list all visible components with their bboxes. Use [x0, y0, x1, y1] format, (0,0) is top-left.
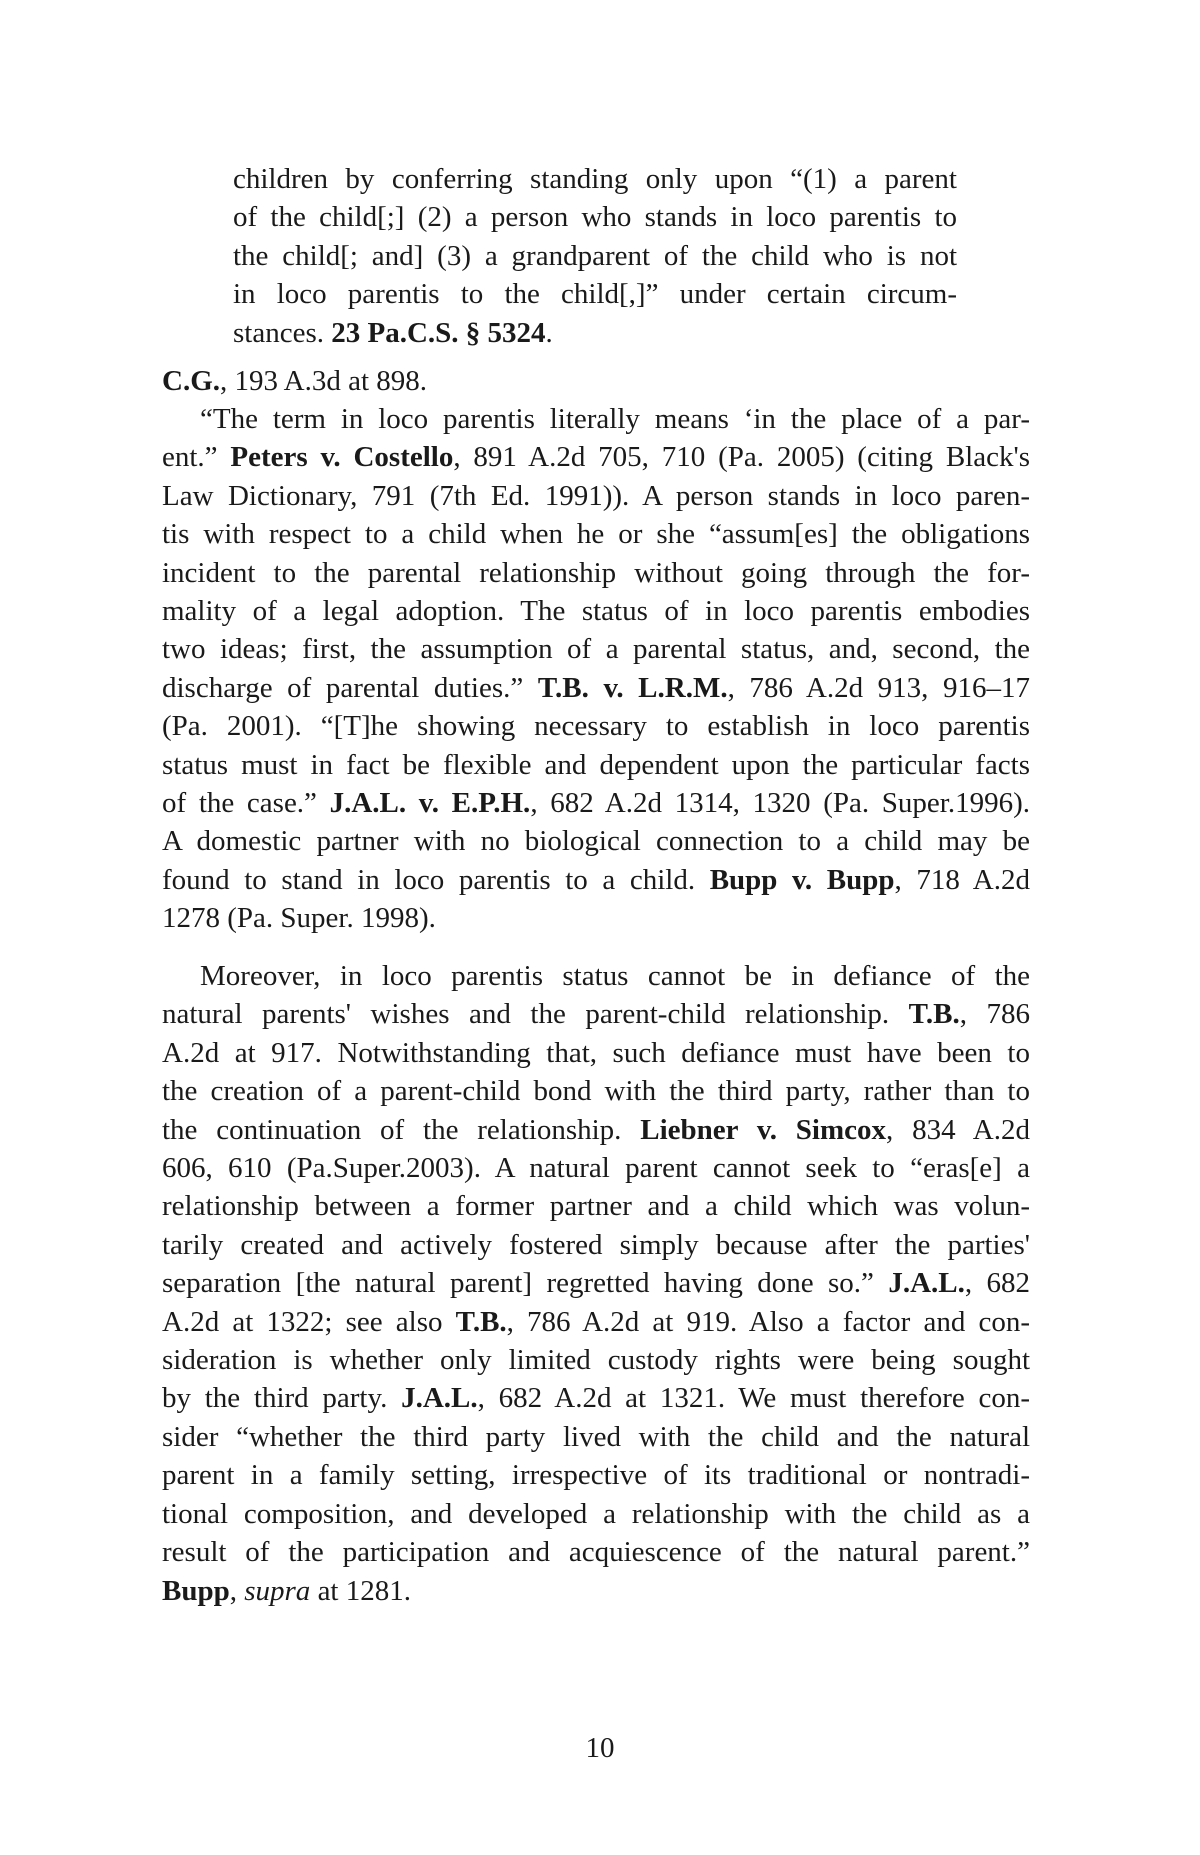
quote-line: stances. 23 Pa.C.S. § 5324.: [233, 316, 553, 349]
text-line: A.2d at 917. Notwithstanding that, such defiance must have been to: [162, 1036, 1030, 1069]
text-line: ent.” Peters v. Costello, 891 A.2d 705, 710 (Pa. 2005) (citing Black's: [162, 441, 1030, 474]
text-line: natural parents' wishes and the parent-child relationship. T.B., 786: [162, 998, 1030, 1031]
text-line: result of the participation and acquiescence of the natural parent.”: [162, 1536, 1030, 1569]
case-name: T.B. v. L.R.M.: [537, 671, 728, 704]
text-line: found to stand in loco parentis to a child. Bupp v. Bupp, 718 A.2d: [162, 863, 1031, 896]
quote-line: in loco parentis to the child[,]” under certain circum-: [233, 278, 957, 311]
case-name: Bupp v. Bupp: [709, 863, 895, 896]
text-line: the continuation of the relationship. Liebner v. Simcox, 834 A.2d: [162, 1113, 1030, 1146]
case-name: C.G.: [162, 365, 220, 397]
page-number: 10: [585, 1732, 615, 1764]
text-line: by the third party. J.A.L., 682 A.2d at 1321. We must therefore con-: [162, 1382, 1030, 1415]
text-line: of the case.” J.A.L. v. E.P.H., 682 A.2d 1314, 1320 (Pa. Super.1996).: [162, 787, 1030, 820]
citation-line: C.G., 193 A.3d at 898.: [162, 365, 428, 397]
text-line: A domestic partner with no biological connection to a child may be: [162, 825, 1030, 858]
statute-citation: 23 Pa.C.S. § 5324: [331, 316, 546, 349]
text-line: Bupp, supra at 1281.: [162, 1574, 411, 1607]
case-name: Peters v. Costello: [230, 441, 454, 474]
text-line: 606, 610 (Pa.Super.2003). A natural parent cannot seek to “eras[e] a: [162, 1152, 1030, 1185]
text-line: Law Dictionary, 791 (7th Ed. 1991)). A person stands in loco paren-: [162, 479, 1030, 512]
text-line: tional composition, and developed a relationship with the child as a: [162, 1497, 1030, 1530]
text-line: incident to the parental relationship without going through the for-: [162, 556, 1030, 589]
case-name: Liebner v. Simcox: [640, 1113, 887, 1146]
quote-line: children by conferring standing only upon “(1) a parent: [233, 163, 957, 195]
text-line: tis with respect to a child when he or she “assum[es] the obligations: [162, 518, 1030, 551]
text-line: two ideas; first, the assumption of a parental status, and, second, the: [162, 633, 1030, 666]
text-line: sideration is whether only limited custody rights were being sought: [162, 1344, 1030, 1377]
paragraph-1: [162, 400, 1030, 938]
text-line: mality of a legal adoption. The status of in loco parentis embodies: [162, 595, 1030, 628]
text-line: tarily created and actively fostered simply because after the parties': [162, 1228, 1030, 1261]
text-line: relationship between a former partner and a child which was volun-: [162, 1190, 1030, 1223]
case-name: Bupp: [162, 1574, 230, 1607]
text-line: separation [the natural parent] regretted having done so.” J.A.L., 682: [162, 1267, 1031, 1300]
block-quote: [233, 160, 957, 352]
case-name: J.A.L.: [401, 1382, 478, 1415]
text-line: parent in a family setting, irrespective of its traditional or nontradi-: [162, 1459, 1030, 1492]
paragraph-2: [162, 957, 1030, 1610]
supra-signal: supra: [244, 1574, 311, 1607]
case-name: J.A.L.: [888, 1267, 965, 1300]
text-line: status must in fact be flexible and dependent upon the particular facts: [162, 748, 1030, 781]
text-line: 1278 (Pa. Super. 1998).: [162, 902, 436, 935]
case-name: T.B.: [455, 1305, 507, 1338]
quote-line: of the child[;] (2) a person who stands in loco parentis to: [233, 201, 957, 234]
text-line: A.2d at 1322; see also T.B., 786 A.2d at 919. Also a factor and con-: [162, 1305, 1031, 1338]
case-name: J.A.L. v. E.P.H.: [329, 787, 531, 820]
quote-line: the child[; and] (3) a grandparent of the child who is not: [233, 239, 957, 272]
text-line: discharge of parental duties.” T.B. v. L.R.M., 786 A.2d 913, 916–17: [162, 671, 1030, 704]
case-name: T.B.: [908, 998, 960, 1031]
text-line: “The term in loco parentis literally means ‘in the place of a par-: [200, 403, 1030, 435]
text-line: the creation of a parent-child bond with the third party, rather than to: [162, 1075, 1030, 1108]
text-line: Moreover, in loco parentis status cannot be in defiance of the: [200, 960, 1030, 992]
text-line: sider “whether the third party lived with the child and the natural: [162, 1420, 1030, 1453]
text-line: (Pa. 2001). “[T]he showing necessary to establish in loco parentis: [162, 710, 1030, 743]
